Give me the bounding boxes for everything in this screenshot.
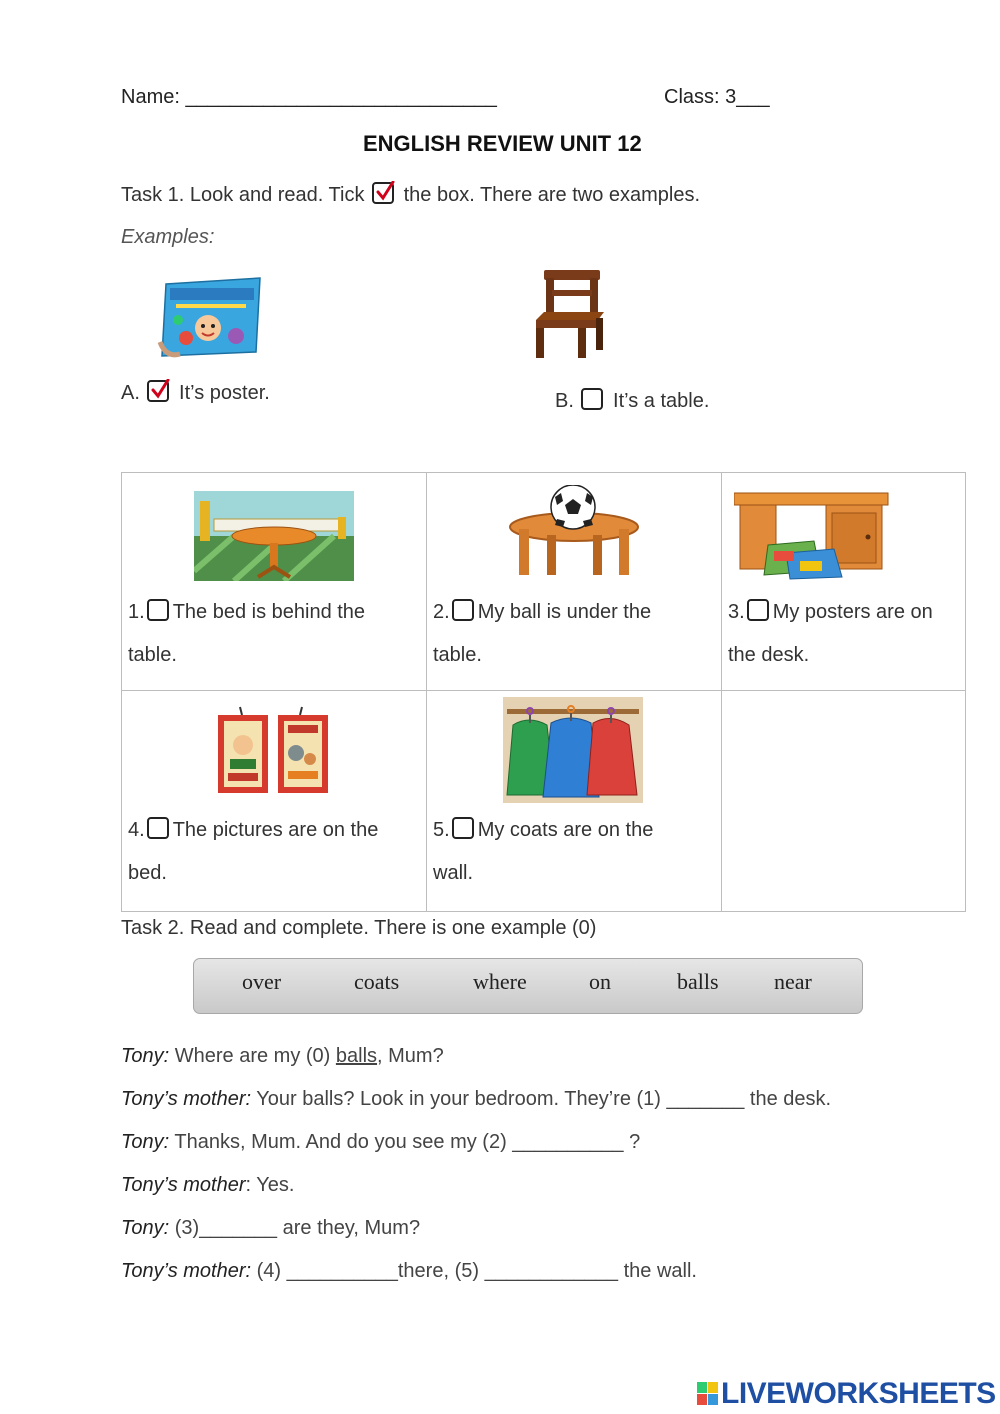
dialogue-text: Thanks, Mum. And do you see my (2) __________ ? — [169, 1131, 641, 1153]
word-bank-item: over — [242, 969, 282, 994]
item-4-line2: bed. — [128, 862, 167, 884]
brand-mark-icon — [697, 1380, 719, 1404]
dialogue-line-0 — [121, 1045, 444, 1068]
task2-instruction: Task 2. Read and complete. There is one example (0) — [121, 917, 597, 939]
cartoon-pictures-picture — [216, 705, 332, 795]
word-bank-item: balls — [677, 969, 719, 994]
dialogue-speaker: Tony: — [121, 1045, 170, 1067]
dialogue-line-5 — [121, 1260, 697, 1283]
bed-and-table-picture — [194, 491, 354, 581]
empty-cell — [722, 691, 966, 912]
item-5-line2: wall. — [433, 862, 474, 884]
task1-instruction — [121, 182, 700, 207]
task1-instruction-end: the box. There are two examples. — [403, 184, 701, 206]
liveworksheets-logo — [697, 1377, 996, 1411]
item-5-cell — [427, 691, 722, 912]
item-4-checkbox[interactable] — [147, 817, 169, 839]
item-1-text — [128, 591, 420, 677]
example-a-text: It’s poster. — [179, 382, 270, 404]
dialogue-text: (4) __________there, (5) ____________ the wall. — [251, 1260, 697, 1282]
task1-grid — [121, 472, 966, 912]
item-2-checkbox[interactable] — [452, 599, 474, 621]
item-2-line1: My ball is under the — [477, 601, 652, 623]
example-a-checkbox[interactable] — [147, 380, 169, 402]
ball-on-table-picture — [507, 485, 641, 581]
dialogue-text: : Yes. — [245, 1174, 295, 1196]
item-3-line2: the desk. — [728, 644, 810, 666]
item-4-text — [128, 809, 420, 895]
example-a — [121, 380, 270, 405]
examples-label: Examples: — [121, 226, 215, 248]
dialogue-speaker: Tony’s mother: — [121, 1088, 252, 1110]
name-field-label: Name: ____________________________ — [121, 86, 497, 108]
item-3-cell — [722, 473, 966, 691]
dialogue-speaker: Tony’s mother: — [121, 1260, 252, 1282]
word-bank-item: where — [473, 969, 527, 994]
item-4-cell — [122, 691, 427, 912]
item-1-cell — [122, 473, 427, 691]
item-3-line1: My posters are on — [772, 601, 933, 623]
class-field-label: Class: 3___ — [664, 86, 770, 108]
word-bank-item: near — [774, 969, 812, 994]
item-2-cell — [427, 473, 722, 691]
example-b-text: It’s a table. — [613, 390, 710, 412]
dialogue-speaker: Tony: — [121, 1131, 170, 1153]
dialogue-line-1 — [121, 1088, 831, 1111]
dialogue-speaker: Tony’s mother — [121, 1174, 246, 1196]
item-4-number: 4. — [128, 819, 145, 841]
item-3-text — [728, 591, 964, 677]
page-title: ENGLISH REVIEW UNIT 12 — [363, 131, 642, 156]
brand-name: LIVEWORKSHEETS — [721, 1377, 996, 1410]
item-2-text — [433, 591, 715, 677]
word-bank-item: on — [589, 969, 611, 994]
item-1-line1: The bed is behind the — [172, 601, 366, 623]
item-3-checkbox[interactable] — [747, 599, 769, 621]
item-5-checkbox[interactable] — [452, 817, 474, 839]
word-bank-item: coats — [354, 969, 400, 994]
dialogue-text-end: , Mum? — [377, 1045, 444, 1067]
dialogue-text: Your balls? Look in your bedroom. They’re (1) _______ the desk. — [251, 1088, 832, 1110]
example-b — [555, 388, 709, 413]
example-answer: balls — [335, 1045, 378, 1067]
item-1-number: 1. — [128, 601, 145, 623]
word-bank — [193, 958, 863, 1014]
item-4-line1: The pictures are on the — [172, 819, 379, 841]
item-5-number: 5. — [433, 819, 450, 841]
dialogue-line-4 — [121, 1217, 420, 1240]
example-b-checkbox[interactable] — [581, 388, 603, 410]
posters-under-desk-picture — [734, 491, 890, 581]
item-2-number: 2. — [433, 601, 450, 623]
item-5-text — [433, 809, 715, 895]
task1-instruction-start: Task 1. Look and read. Tick — [121, 184, 365, 206]
tick-sample-icon — [372, 182, 394, 204]
item-1-line2: table. — [128, 644, 177, 666]
dialogue-text: Where are my (0) — [169, 1045, 336, 1067]
poster-picture — [156, 276, 264, 360]
chair-picture — [532, 268, 608, 360]
example-b-letter: B. — [555, 390, 574, 412]
item-5-line1: My coats are on the — [477, 819, 654, 841]
dialogue-line-2 — [121, 1131, 640, 1154]
example-a-letter: A. — [121, 382, 140, 404]
dialogue-line-3 — [121, 1174, 294, 1197]
coats-on-hangers-picture — [503, 697, 643, 803]
item-2-line2: table. — [433, 644, 482, 666]
dialogue-text: (3)_______ are they, Mum? — [169, 1217, 421, 1239]
dialogue-speaker: Tony: — [121, 1217, 170, 1239]
item-3-number: 3. — [728, 601, 745, 623]
item-1-checkbox[interactable] — [147, 599, 169, 621]
